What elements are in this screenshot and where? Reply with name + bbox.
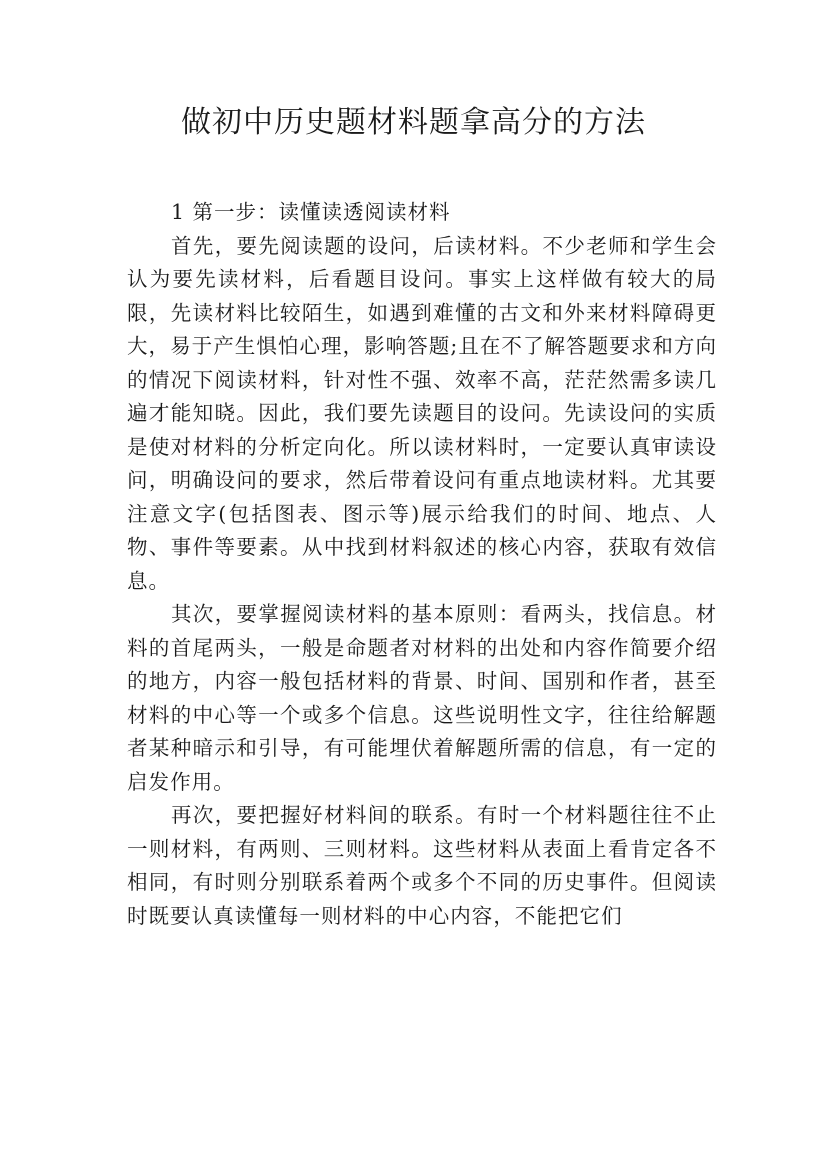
document-title: 做初中历史题材料题拿高分的方法 [181, 105, 646, 140]
paragraph-third: 再次，要把握好材料间的联系。有时一个材料题往往不止一则材料，有两则、三则材料。这些材料从表面上看肯定各不相同，有时则分别联系着两个或多个不同的历史事件。但阅读时既要认真读懂每一则材料的中心内容，不能把它们 [127, 803, 717, 928]
paragraph-second: 其次，要掌握阅读材料的基本原则：看两头，找信息。材料的首尾两头，一般是命题者对材料的出处和内容作简要介绍的地方，内容一般包括材料的背景、时间、国别和作者，甚至材料的中心等一个或多个信息。这些说明性文字，往往给解题者某种暗示和引导，有可能埋伏着解题所需的信息，有一定的启发作用。 [127, 602, 717, 794]
document-body [127, 196, 717, 933]
paragraph-first: 首先，要先阅读题的设问，后读材料。不少老师和学生会认为要先读材料，后看题目设问。事实上这样做有较大的局限，先读材料比较陌生，如遇到难懂的古文和外来材料障碍更大，易于产生惧怕心理，影响答题;且在不了解答题要求和方向的情况下阅读材料，针对性不强、效率不高，茫茫然需多读几遍才能知晓。因此，我们要先读题目的设问。先读设问的实质是使对材料的分析定向化。所以读材料时，一定要认真审读设问，明确设问的要求，然后带着设问有重点地读材料。尤其要注意文字(包括图表、图示等)展示给我们的时间、地点、人物、事件等要素。从中找到材料叙述的核心内容，获取有效信息。 [127, 233, 717, 593]
section-heading: 1 第一步：读懂读透阅读材料 [171, 200, 451, 224]
